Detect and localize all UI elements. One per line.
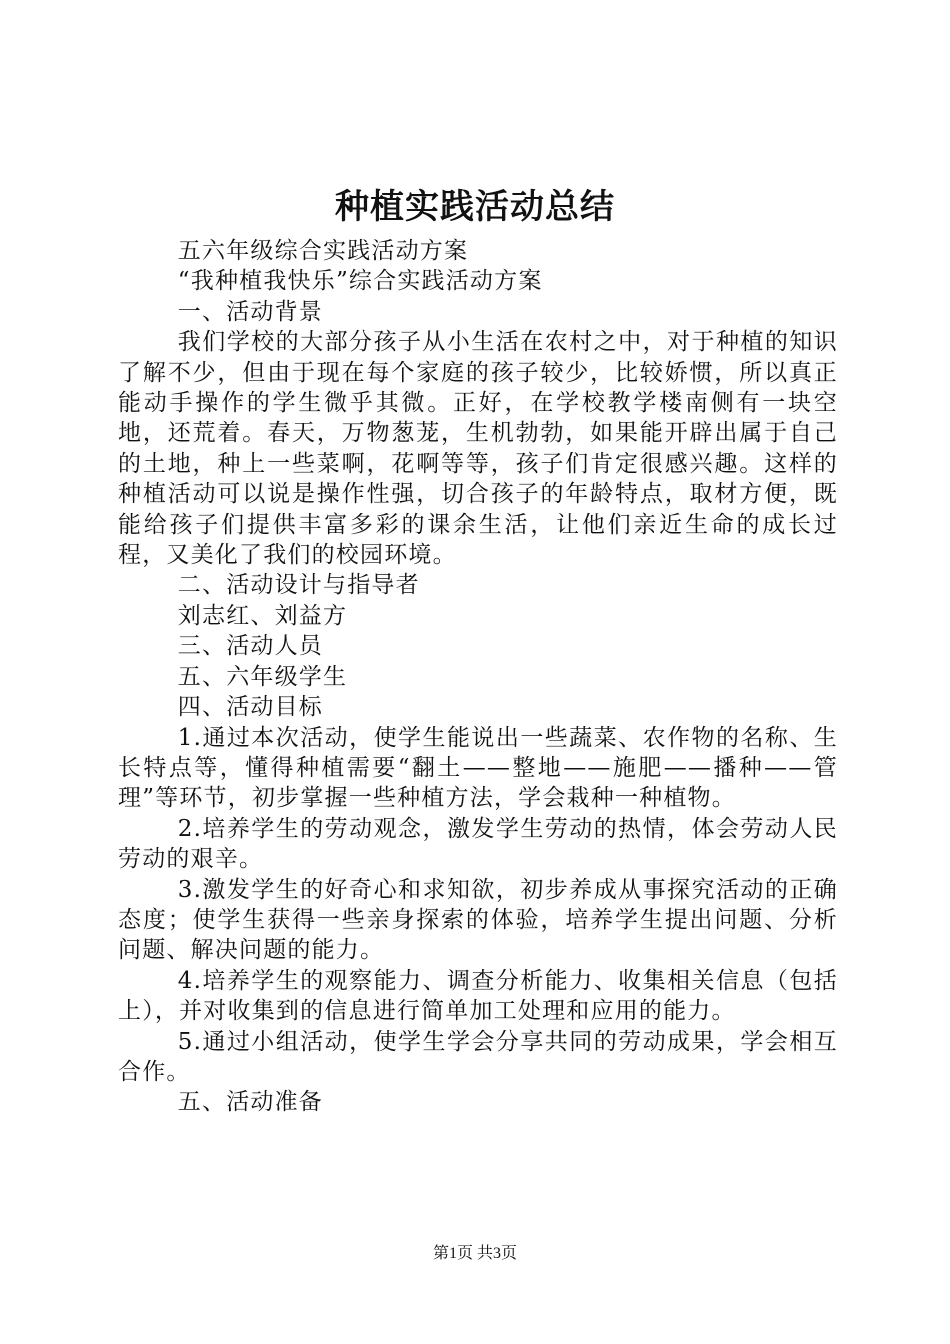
heading-designers: 二、活动设计与指导者 [177,572,420,599]
heading-background: 一、活动背景 [177,298,323,325]
paragraph-designers: 刘志红、刘益方 [177,602,348,629]
paragraph-background: 我们学校的大部分孩子从小生活在农村之中，对于种植的知识了解不少，但由于现在每个家庭的孩子较少，比较娇惯，所以真正能动手操作的学生微乎其微。正好，在学校教学楼南侧有一块空地，还荒着。春天，万物葱茏，生机勃勃，如果能开辟出属于自己的土地，种上一些菜啊，花啊等等，孩子们肯定很感兴趣。这样的种植活动可以说是操作性强，切合孩子的年龄特点，取材方便，既能给孩子们提供丰富多彩的课余生活，让他们亲近生命的成长过程，又美化了我们的校园环境。 [118,329,838,569]
paragraph-participants: 五、六年级学生 [177,663,348,690]
goal-item-3: 3.激发学生的好奇心和求知欲，初步养成从事探究活动的正确态度；使学生获得一些亲身探索的体验，培养学生提出问题、分析问题、解决问题的能力。 [118,876,838,964]
paragraph-activity-title: “我种植我快乐”综合实践活动方案 [177,268,543,295]
goal-item-4: 4.培养学生的观察能力、调查分析能力、收集相关信息（包括上），并对收集到的信息进行简单加工处理和应用的能力。 [118,967,838,1025]
document-body [118,236,838,1118]
heading-preparation: 五、活动准备 [177,1089,323,1116]
goal-item-2: 2.培养学生的劳动观念，激发学生劳动的热情，体会劳动人民劳动的艰辛。 [118,815,838,873]
heading-participants: 三、活动人员 [177,633,323,660]
goal-item-1: 1.通过本次活动，使学生能说出一些蔬菜、农作物的名称、生长特点等，懂得种植需要“翻土——整地——施肥——播种——管理”等环节，初步掌握一些种植方法，学会栽种一种植物。 [118,724,838,812]
document-title: 种植实践活动总结 [335,187,615,227]
goal-item-5: 5.通过小组活动，使学生学会分享共同的劳动成果，学会相互合作。 [118,1028,838,1085]
paragraph-plan-name: 五六年级综合实践活动方案 [177,238,469,264]
heading-goals: 四、活动目标 [177,694,323,721]
page-number: 第1页 共3页 [432,1245,517,1262]
